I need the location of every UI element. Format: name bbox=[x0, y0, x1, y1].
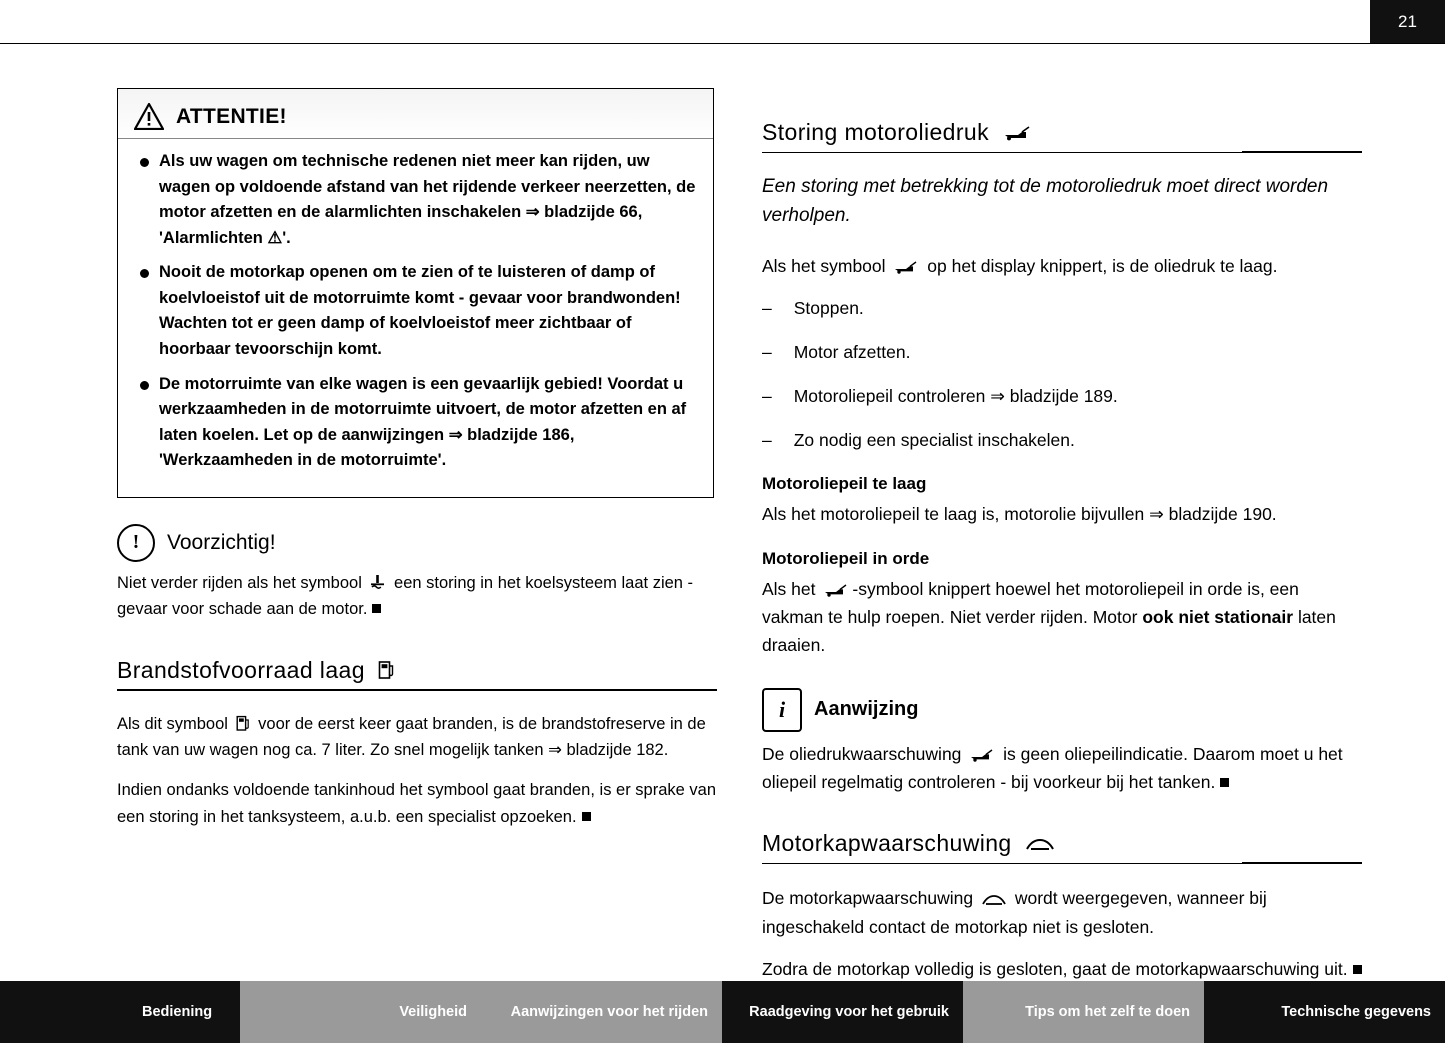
footer-tab-bediening[interactable] bbox=[0, 981, 240, 1043]
page-header bbox=[0, 0, 1445, 44]
note-header bbox=[762, 688, 1362, 732]
oil-section-header bbox=[762, 119, 1362, 153]
footer-nav bbox=[0, 981, 1445, 1043]
footer-tab-label: Veiligheid bbox=[399, 1003, 467, 1020]
end-marker-icon bbox=[1220, 778, 1229, 787]
open-hood-icon-inline bbox=[981, 893, 1007, 907]
end-marker-icon bbox=[582, 812, 591, 821]
caution-header bbox=[117, 524, 717, 562]
bullet-icon bbox=[140, 381, 149, 390]
hood-paragraph-2 bbox=[762, 955, 1362, 983]
oil-sub2-before: Als het bbox=[762, 578, 816, 599]
info-icon: i bbox=[762, 688, 802, 732]
list-item-label: Motoroliepeil controleren ⇒ bladzijde 189. bbox=[793, 386, 1118, 407]
end-marker-icon bbox=[372, 604, 381, 613]
fuel-p1-after: voor de eerst keer gaat branden, is de brandstofreserve in de tank van uw wagen nog ca. 7 liter. Zo snel mogelijk tanken ⇒ bladzijde 182. bbox=[117, 714, 706, 759]
fuel-paragraph-2 bbox=[117, 777, 717, 830]
circle-exclamation-icon: ! bbox=[117, 524, 155, 562]
left-column bbox=[117, 88, 717, 844]
list-item bbox=[762, 382, 1362, 410]
oil-can-icon-inline bbox=[893, 260, 919, 275]
open-hood-icon bbox=[1025, 836, 1055, 852]
list-item bbox=[762, 338, 1362, 366]
warning-triangle-icon bbox=[134, 103, 164, 130]
oil-intro-text bbox=[762, 252, 1362, 280]
hood-section-header bbox=[762, 830, 1362, 864]
attention-body bbox=[118, 139, 713, 497]
footer-tab-label: Tips om het zelf te doen bbox=[1025, 1003, 1190, 1020]
caution-text-after: een storing in het koelsysteem laat zien - gevaar voor schade aan de motor. bbox=[117, 573, 694, 619]
note-title: Aanwijzing bbox=[814, 698, 919, 721]
fuel-pump-icon bbox=[378, 660, 396, 680]
page-number: 21 bbox=[1370, 0, 1445, 43]
attention-item-text: Als uw wagen om technische redenen niet meer kan rijden, uw wagen op voldoende afstand van het rijdende verkeer neerzetten, de motor afzetten en de alarmlichten inschakelen ⇒ bladzijde 66, 'Alarmlichten ⚠'. bbox=[159, 152, 696, 247]
attention-header bbox=[118, 89, 713, 139]
oil-sub2-after: -symbool knippert hoewel het motoroliepeil in orde is, een vakman te hulp roepen. Niet verder rijden. Motor bbox=[762, 578, 1299, 628]
caution-text-before: Niet verder rijden als het symbool bbox=[117, 573, 362, 592]
hood-paragraph-1 bbox=[762, 884, 1362, 941]
footer-tab-label: Aanwijzingen voor het rijden bbox=[510, 1003, 708, 1020]
note-text-before: De oliedrukwaarschuwing bbox=[762, 743, 962, 764]
hood-p1-after: wordt weergegeven, wanneer bij ingeschakeld contact de motorkap niet is gesloten. bbox=[762, 888, 1267, 937]
oil-intro-before: Als het symbool bbox=[762, 256, 886, 276]
oil-sub2-text bbox=[762, 575, 1362, 660]
footer-tab-label: Technische gegevens bbox=[1281, 1003, 1431, 1020]
dash-icon: – bbox=[762, 298, 772, 319]
attention-item bbox=[134, 372, 699, 474]
oil-steps-list bbox=[762, 294, 1362, 454]
list-item bbox=[762, 294, 1362, 322]
bullet-icon bbox=[140, 158, 149, 167]
footer-tab-raadgeving-gebruik[interactable] bbox=[722, 981, 963, 1043]
oil-can-icon-inline bbox=[969, 748, 995, 763]
fuel-p2-text: Indien ondanks voldoende tankinhoud het symbool gaat branden, is er sprake van een storing in het tanksysteem, a.u.b. een specialist opzoeken. bbox=[117, 781, 716, 826]
oil-sub1-title: Motoroliepeil te laag bbox=[762, 474, 927, 494]
oil-sub2-bold: ook niet stationair bbox=[1142, 607, 1294, 628]
fuel-p1-before: Als dit symbool bbox=[117, 714, 228, 733]
list-item bbox=[762, 426, 1362, 454]
oil-lead-text: Een storing met betrekking tot de motoroliedruk moet direct worden verholpen. bbox=[762, 176, 1329, 226]
footer-tab-aanwijzingen-rijden[interactable] bbox=[481, 981, 722, 1043]
attention-box bbox=[117, 88, 714, 498]
attention-title: ATTENTIE! bbox=[176, 104, 287, 128]
fuel-section-header bbox=[117, 657, 717, 691]
list-item-label: Stoppen. bbox=[793, 298, 864, 319]
attention-item bbox=[134, 260, 699, 362]
oil-section-title: Storing motoroliedruk bbox=[762, 119, 990, 145]
note-text-after: is geen oliepeilindicatie. Daarom moet u het oliepeil regelmatig controleren - bij voorkeur bij het tanken. bbox=[762, 743, 1343, 793]
caution-title: Voorzichtig! bbox=[167, 530, 276, 554]
fuel-section-title: Brandstofvoorraad laag bbox=[117, 656, 365, 683]
dash-icon: – bbox=[762, 386, 772, 407]
footer-tab-label: Raadgeving voor het gebruik bbox=[749, 1003, 949, 1020]
fuel-paragraph-1 bbox=[117, 711, 717, 764]
coolant-temp-icon bbox=[369, 574, 386, 591]
hood-section-title: Motorkapwaarschuwing bbox=[762, 830, 1012, 857]
list-item-label: Motor afzetten. bbox=[793, 342, 911, 363]
note-text bbox=[762, 740, 1362, 797]
hood-p2-text: Zodra de motorkap volledig is gesloten, gaat de motorkapwaarschuwing uit. bbox=[762, 959, 1348, 980]
attention-item-text: De motorruimte van elke wagen is een gevaarlijk gebied! Voordat u werkzaamheden in de motorruimte uitvoert, de motor afzetten en af laten koelen. Let op de aanwijzingen ⇒ bladzijde 186, 'Werkzaamheden in de motorruimte'. bbox=[159, 374, 687, 470]
oil-sub2-title: Motoroliepeil in orde bbox=[762, 548, 930, 568]
bullet-icon bbox=[140, 269, 149, 278]
right-column bbox=[762, 85, 1362, 997]
oil-can-icon-inline bbox=[823, 583, 849, 598]
footer-tab-veiligheid[interactable] bbox=[240, 981, 481, 1043]
footer-tab-technische-gegevens[interactable] bbox=[1204, 981, 1445, 1043]
caution-text bbox=[117, 570, 717, 623]
oil-sub2-end: laten draaien. bbox=[762, 607, 1336, 656]
oil-sub1-text: Als het motoroliepeil te laag is, motorolie bijvullen ⇒ bladzijde 190. bbox=[762, 504, 1277, 525]
hood-p1-before: De motorkapwaarschuwing bbox=[762, 888, 974, 909]
dash-icon: – bbox=[762, 430, 772, 451]
footer-tab-tips-zelf-doen[interactable] bbox=[963, 981, 1204, 1043]
end-marker-icon bbox=[1353, 965, 1362, 974]
dash-icon: – bbox=[762, 342, 772, 363]
attention-item-text: Nooit de motorkap openen om te zien of te luisteren of damp of koelvloeistof uit de motorruimte komt - gevaar voor brandwonden! Wachten tot er geen damp of koelvloeistof meer zichtbaar of hoorbaar tevoorschijn komt. bbox=[159, 263, 681, 358]
oil-intro-after: op het display knippert, is de oliedruk te laag. bbox=[927, 256, 1278, 276]
attention-item bbox=[134, 149, 699, 251]
oil-can-icon bbox=[1002, 124, 1032, 142]
list-item-label: Zo nodig een specialist inschakelen. bbox=[793, 430, 1075, 451]
footer-tab-label: Bediening bbox=[142, 1003, 213, 1020]
fuel-pump-icon-inline bbox=[236, 715, 251, 732]
